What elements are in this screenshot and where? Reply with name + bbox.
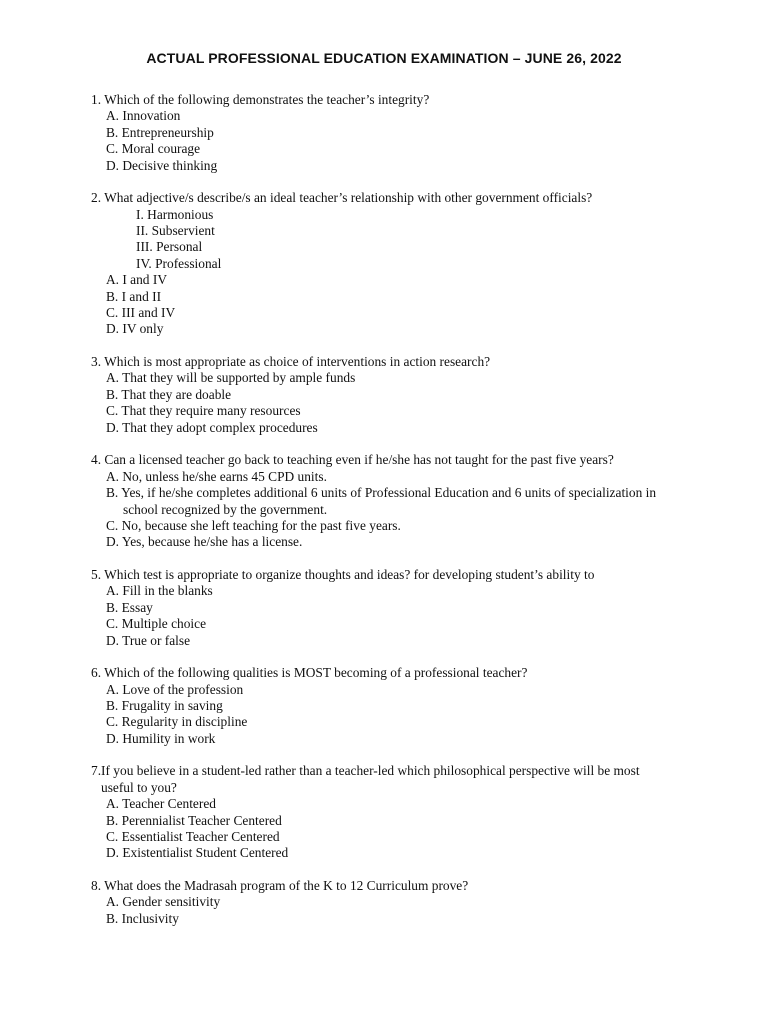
choice-a: A. Fill in the blanks [106,583,213,599]
choice-b: B. Inclusivity [106,910,179,926]
choice-b-continuation: school recognized by the government. [123,501,328,517]
choice-d: D. IV only [106,321,164,337]
choice-b: B. That they are doable [106,386,232,402]
choice-list [91,796,691,862]
choice-b: B. Entrepreneurship [106,124,214,140]
choice-d: D. That they adopt complex procedures [106,419,318,435]
choice-list [91,583,691,649]
choice-list [91,108,691,174]
choice-c: C. Essentialist Teacher Centered [106,828,280,844]
choice-list [91,682,691,748]
question-stem: 3. Which is most appropriate as choice of interventions in action research? [91,354,491,370]
roman-item-list [91,207,691,273]
question-4 [91,452,691,550]
question-2 [91,190,691,338]
choice-c: C. Moral courage [106,141,201,157]
choice-d: D. True or false [106,632,191,648]
roman-item: I. Harmonious [136,206,214,222]
question-stem: 8. What does the Madrasah program of the K to 12 Curriculum prove? [91,877,469,893]
question-stem: 6. Which of the following qualities is MOST becoming of a professional teacher? [91,665,528,681]
choice-c: C. III and IV [106,305,176,321]
question-stem: 2. What adjective/s describe/s an ideal teacher’s relationship with other government officials? [91,190,593,206]
question-stem: 1. Which of the following demonstrates the teacher’s integrity? [91,92,430,107]
question-stem: 4. Can a licensed teacher go back to teaching even if he/she has not taught for the past five years? [91,452,614,468]
choice-c: C. That they require many resources [106,403,301,419]
choice-list [91,272,691,338]
question-stem: 7.If you believe in a student-led rather than a teacher-led which philosophical perspective will be most [91,763,640,779]
page-title: ACTUAL PROFESSIONAL EDUCATION EXAMINATION – JUNE 26, 2022 [146,50,622,66]
question-stem: 5. Which test is appropriate to organize thoughts and ideas? for developing student’s ability to [91,566,595,582]
choice-b: B. I and II [106,288,162,304]
question-8 [91,878,691,927]
question-stem-continuation: useful to you? [101,779,177,795]
choice-a: A. Gender sensitivity [106,894,221,910]
question-3 [91,354,691,436]
roman-item: II. Subservient [136,223,215,239]
choice-b: B. Essay [106,599,153,615]
choice-c: C. Regularity in discipline [106,714,248,730]
choice-list [91,370,691,436]
choice-a: A. Love of the profession [106,681,244,697]
question-1 [91,92,691,174]
choice-d: D. Humility in work [106,730,216,746]
choice-c: C. No, because she left teaching for the past five years. [106,517,401,533]
choice-d: D. Yes, because he/she has a license. [106,534,303,550]
choice-a: A. Innovation [106,108,181,124]
choice-d: D. Decisive thinking [106,157,218,173]
roman-item: III. Personal [136,239,203,255]
choice-b: B. Yes, if he/she completes additional 6 units of Professional Education and 6 units of specialization in [106,485,657,501]
choice-a: A. Teacher Centered [106,796,216,812]
question-5 [91,567,691,649]
choice-list [91,469,691,551]
question-6 [91,665,691,747]
choice-list [91,894,691,927]
question-7 [91,763,691,861]
choice-a: A. I and IV [106,272,167,288]
choice-a: A. No, unless he/she earns 45 CPD units. [106,468,327,484]
choice-b: B. Perennialist Teacher Centered [106,812,282,828]
choice-a: A. That they will be supported by ample funds [106,370,356,386]
roman-item: IV. Professional [136,255,222,271]
choice-d: D. Existentialist Student Centered [106,845,289,861]
choice-b: B. Frugality in saving [106,697,223,713]
choice-c: C. Multiple choice [106,616,207,632]
question-list [91,92,691,943]
